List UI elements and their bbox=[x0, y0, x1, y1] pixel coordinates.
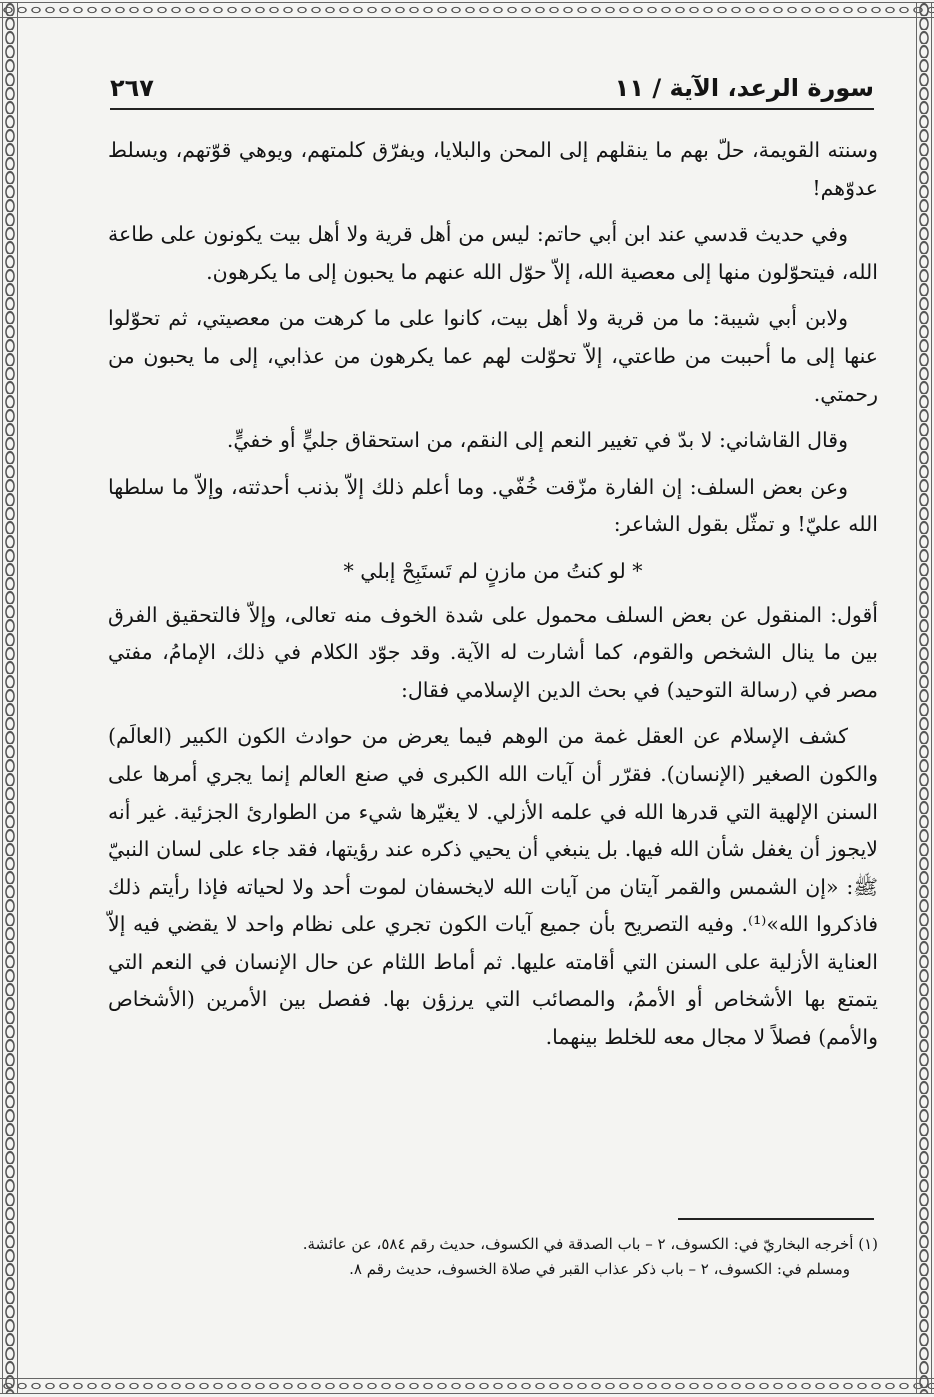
footnote-separator bbox=[678, 1218, 874, 1220]
decorative-border-left bbox=[2, 2, 18, 1394]
page-header bbox=[110, 62, 874, 110]
decorative-border-bottom bbox=[0, 1378, 934, 1394]
paragraph: وسنته القويمة، حلّ بهم ما ينقلهم إلى المحن والبلايا، ويفرّق كلمتهم، ويوهي قوّتهم، ويسلط عدوّهم! bbox=[108, 138, 878, 200]
footnote-1-continued: ومسلم في: الكسوف، ٢ – باب ذكر عذاب القبر في صلاة الخسوف، حديث رقم ٨. bbox=[349, 1260, 850, 1278]
paragraph: ولابن أبي شيبة: ما من قرية ولا أهل بيت، كانوا على ما كرهت من معصيتي، ثم تحوّلوا عنها إلى ما أحببت من طاعتي، إلاّ تحوّلت لهم عما يكرهون من عذابي، إلى ما يحبون من رحمتي. bbox=[108, 306, 878, 406]
decorative-border-right bbox=[916, 2, 932, 1394]
paragraph: وفي حديث قدسي عند ابن أبي حاتم: ليس من أهل قرية ولا أهل بيت يكونون على طاعة الله، فيتحوّلون منها إلى معصية الله، إلاّ حوّل الله عنهم ما يحبون إلى ما يكرهون. bbox=[108, 222, 878, 284]
footnotes bbox=[108, 1232, 878, 1282]
paragraph: أقول: المنقول عن بعض السلف محمول على شدة الخوف منه تعالى، وإلاّ فالتحقيق الفرق بين ما ينال الشخص والقوم، كما أشارت له الآية. وقد جوّد الكلام في ذلك، الإمامُ، مفتي مصر في (رسالة التوحيد) في بحث الدين الإسلامي فقال: bbox=[108, 602, 878, 702]
footnote-1: (١) أخرجه البخاريّ في: الكسوف، ٢ – باب الصدقة في الكسوف، حديث رقم ٥٨٤، عن عائشة. bbox=[302, 1235, 878, 1253]
page-number: ٢٦٧ bbox=[110, 74, 154, 102]
decorative-border-top bbox=[0, 2, 934, 18]
main-text bbox=[108, 132, 878, 1066]
paragraph: وعن بعض السلف: إن الفارة مزّقت خُفّي. وما أعلم ذلك إلاّ بذنب أحدثته، وإلاّ ما سلطها الله عليّ! و تمثّل بقول الشاعر: bbox=[108, 474, 878, 537]
paragraph: كشف الإسلام عن العقل غمة من الوهم فيما يعرض من حوادث الكون الكبير (العالَم) والكون الصغير (الإنسان). فقرّر أن آيات الله الكبرى في صنع العالم إنما يجري أمرها على السنن الإلهية التي قدرها الله في علمه الأزلي. لا يغيّرها شيء من الطوارئ الجزئية. غير أنه لايجوز أن يغفل شأن الله فيها. بل ينبغي أن يحيي ذكره عند رؤيتها، فقد جاء على لسان النبيّ ﷺ: «إن الشمس والقمر آيتان من آيات الله لايخسفان لموت أحد ولا لحياته فإذا رأيتم ذلك فاذكروا الله»⁽¹⁾. وفيه التصريح بأن جميع آيات الكون تجري على نظام واحد لا يقضي فيه إلاّ العناية الأزلية على السنن التي أقامته عليها. ثم أماط اللثام عن حال الإنسان في النعم التي يتمتع بها الأشخاص أو الأممُ، والمصائب التي يرزؤن بها. ففصل بين الأمرين (الأشخاص والأمم) فصلاً لا مجال معه للخلط بينهما. bbox=[108, 724, 878, 1050]
running-head: سورة الرعد، الآية / ١١ bbox=[614, 74, 874, 102]
poetry-verse: * لو كنتُ من مازنٍ لم تَستَبِحْ إبلي * bbox=[343, 558, 643, 583]
paragraph: وقال القاشاني: لا بدّ في تغيير النعم إلى النقم، من استحقاق جليٍّ أو خفيٍّ. bbox=[226, 428, 848, 453]
